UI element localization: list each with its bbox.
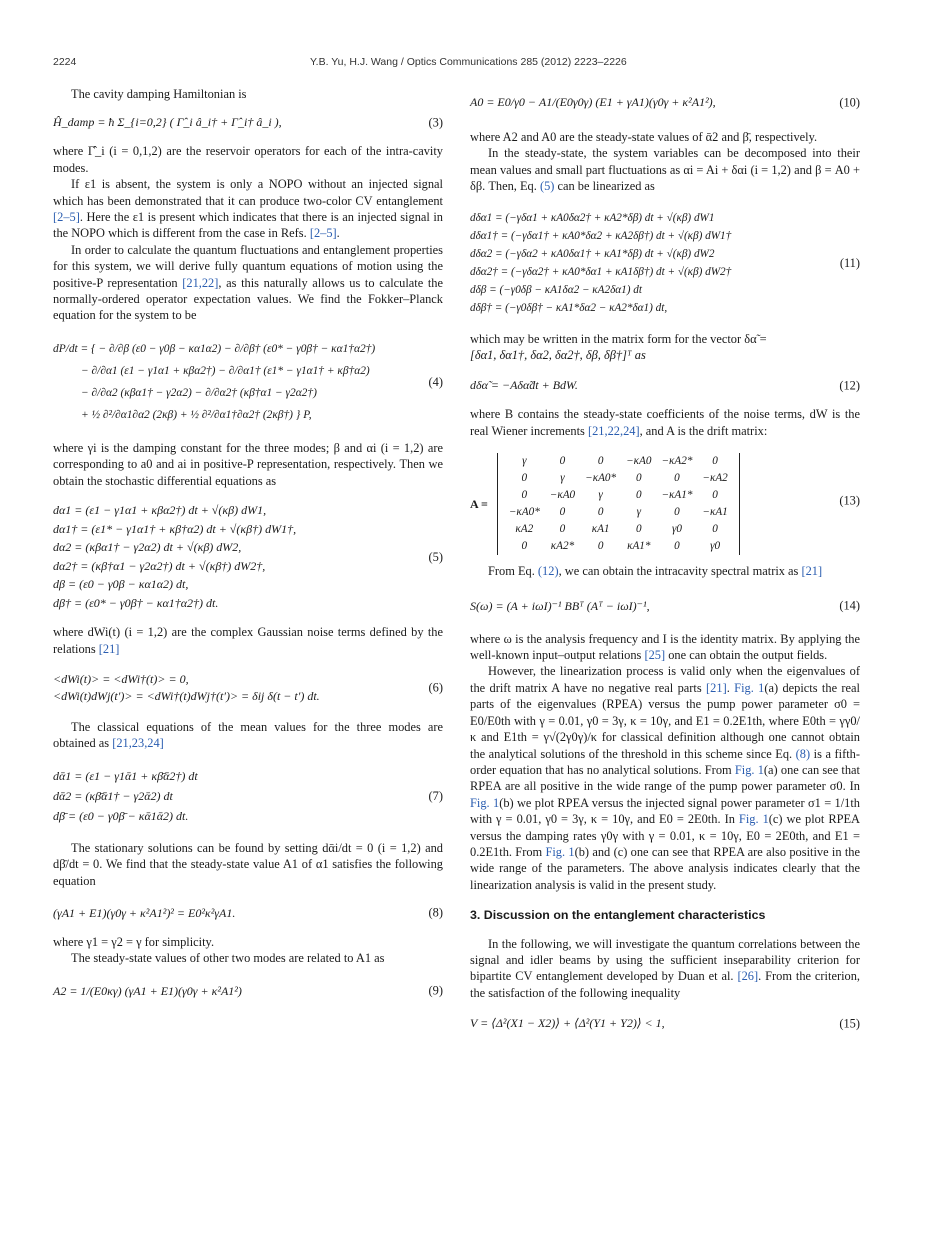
paragraph: where A2 and A0 are the steady-state values of ᾱ2 and β̄, respectively. [470,130,818,144]
figure-link[interactable]: Fig. 1 [545,844,575,859]
paragraph: The stationary solutions can be found by setting dᾱi/dt = 0 (i = 1,2) and dβ̄/dt = 0. We find that the steady-state value A1 of α1 satisfies the following equation [53,840,443,888]
equation-11 [470,209,860,317]
paragraph: In order to calculate the quantum fluctuations and entanglement properties for this system, we will derive fully quantum equations of motion using the positive-P representation [21,22], as this naturally allows us to calculate the normally-ordered operator expectation values. We find the Fokker–Planck equation for the system to be [53,242,443,323]
matrix-cell: γ [522,455,527,468]
equation-number: (8) [428,905,443,920]
matrix-cell: −κA1* [661,489,693,502]
matrix-label: A = [470,496,488,511]
matrix-row [504,470,733,487]
matrix-cell: κA1 [591,523,610,536]
equation-text: A2 = 1/(E0κγ) (γA1 + E1)(γ0γ + κ²A1²) [53,983,242,998]
matrix-cell: −κA2* [661,455,693,468]
vector-definition: [δα1, δα1†, δα2, δα2†, δβ, δβ†]ᵀ as [470,348,646,363]
equation-number: (11) [839,255,860,270]
matrix-cell: 0 [635,472,642,485]
matrix-cell: 0 [521,489,528,502]
equation-line: dδβ† = (−γ0δβ† − κA1*δα2 − κA2*δα1) dt, [470,301,668,314]
matrix-cell: 0 [521,540,528,553]
equation-4 [53,338,443,426]
equation-text: dδα̃ = −Aδα̃dt + BdW. [470,378,578,393]
paragraph: In the steady-state, the system variables can be decomposed into their mean values and small part fluctuations as αi = Ai + δαi (i = 1,2) and β = A0 + δβ. Then, Eq. (5) can be linearized as [470,146,860,194]
equation-3 [53,114,443,131]
matrix-cell: 0 [674,540,680,553]
matrix-cell: 0 [674,472,680,485]
equation-number: (14) [839,598,860,613]
matrix-cell: −κA0* [508,506,540,519]
paragraph: where γ1 = γ2 = γ for simplicity. [53,934,215,949]
matrix-cell: 0 [635,523,642,536]
equation-number: (6) [428,680,443,695]
matrix-cell: 0 [597,455,604,468]
paragraph: where dWi(t) (i = 1,2) are the complex Gaussian noise terms defined by the relations [21] [53,625,443,656]
equation-line: <dWi(t)dWj(t′)> = <dWi†(t)dWj†(t′)> = δij δ(t − t′) dt. [53,688,320,703]
citation-link[interactable]: [21,23,24] [112,736,164,751]
matrix-cell: 0 [559,506,566,519]
matrix-cell: 0 [559,455,566,468]
matrix-cell: 0 [559,523,566,536]
equation-text: (γA1 + E1)(γ0γ + κ²A1²)² = E0²κ²γA1. [53,905,236,920]
citation-link[interactable]: [2–5] [53,210,80,225]
matrix-cell: 0 [674,506,680,519]
equation-line: dβ = (ε0 − γ0β − κα1α2) dt, [53,577,189,592]
equation-12 [470,377,860,394]
matrix-cell: 0 [597,540,604,553]
equation-14 [470,598,860,615]
paragraph: If ε1 is absent, the system is only a NOPO without an injected signal which has been demonstrated that it can produce two-color CV entanglement [2–5]. Here the ε1 is present which indicates that there is an injected signal in the NOPO which is different from the case in Refs. [2–5]. [53,177,443,241]
matrix-cell: κA2 [515,523,534,536]
citation-link[interactable]: [25] [644,648,666,663]
matrix-cell: −κA0* [585,472,617,485]
equation-line: dδα1 = (−γδα1 + κA0δα2† + κA2*δβ) dt + √(κβ) dW1 [470,211,715,224]
equation-line: dᾱ2 = (κβ̄ᾱ1† − γ2ᾱ2) dt [53,788,173,803]
figure-link[interactable]: Fig. 1 [738,812,769,827]
paragraph: The steady-state values of other two modes are related to A1 as [71,951,385,966]
citation-link[interactable]: [21] [98,641,120,656]
matrix-cell: 0 [521,472,528,485]
equation-number: (9) [428,983,443,998]
matrix-cell: 0 [712,523,718,536]
citation-link[interactable]: (12) [537,564,559,579]
equation-6 [53,671,443,705]
citation-link[interactable]: [21,22] [182,275,219,290]
citation-link[interactable]: (5) [539,179,555,194]
equation-line: dβ† = (ε0* − γ0β† − κα1†α2†) dt. [53,595,219,610]
equation-text: A0 = E0/γ0 − A1/(E0γ0γ) (E1 + γA1)(γ0γ + κ²A1²), [470,95,716,109]
figure-link[interactable]: Fig. 1 [734,762,764,777]
equation-15 [470,1015,860,1032]
matrix-row [504,521,733,538]
citation-link[interactable]: [21] [801,564,823,579]
equation-line: − ∂/∂α1 (ε1 − γ1α1 + κβα2†) − ∂/∂α1† (ε1* − γ1α1† + κβ†α2) [81,364,370,377]
paragraph: where ω is the analysis frequency and I is the identity matrix. By applying the well-known input–output relations [25] one can obtain the output fields. [470,631,860,663]
matrix-row [504,504,733,521]
equation-line: dδβ = (−γ0δβ − κA1δα2 − κA2δα1) dt [470,283,642,296]
citation-link[interactable]: (8) [795,746,811,761]
equation-text: Ĥ_damp = ħ Σ_{i=0,2} ( Γ̂_i â_i† + Γ̂_i† â_i ), [53,115,282,130]
page-number: 2224 [53,56,77,68]
paragraph: The cavity damping Hamiltonian is [71,87,247,101]
equation-line: dP/dt = { − ∂/∂β (ε0 − γ0β − κα1α2) − ∂/∂β† (ε0* − γ0β† − κα1†α2†) [53,342,376,355]
equation-number: (7) [428,788,443,803]
paragraph: From Eq. (12), we can obtain the intracavity spectral matrix as [21] [488,564,823,579]
matrix-cell: κA1* [627,540,651,553]
drift-matrix [497,453,740,555]
equation-number: (5) [428,549,443,564]
paragraph: where γi is the damping constant for the three modes; β and αi (i = 1,2) are corresponding to a0 and ai in positive-P representation, respectively. Then we obtain the stochastic differential equations as [53,440,443,488]
figure-link[interactable]: Fig. 1 [470,795,500,810]
equation-number: (13) [839,493,860,508]
matrix-cell: −κA2 [702,472,728,485]
section-heading: 3. Discussion on the entanglement characteristics [470,908,766,923]
equation-line: dα1 = (ε1 − γ1α1 + κβα2†) dt + √(κβ) dW1, [53,503,267,518]
citation-link[interactable]: [21,22,24] [587,423,640,438]
matrix-row [504,487,733,504]
paragraph: In the following, we will investigate the quantum correlations between the signal and idler beams by using the sufficient inseparability criterion for bipartite CV entanglement developed by Duan et al. [26]. From the criterion, the satisfaction of the following inequality [470,936,860,1000]
matrix-cell: 0 [712,455,718,468]
matrix-cell: −κA0 [549,489,576,502]
matrix-cell: γ0 [710,540,721,553]
matrix-cell: −κA0 [626,455,652,468]
equation-number: (10) [839,95,860,109]
matrix-cell: 0 [712,489,718,502]
equation-line: dα1† = (ε1* − γ1α1† + κβ†α2) dt + √(κβ†) dW1†, [53,521,297,536]
equation-line: + ½ ∂²/∂α1∂α2 (2κβ) + ½ ∂²/∂α1†∂α2† (2κβ†) } P, [81,408,312,421]
equation-line: dδα1† = (−γδα1† + κA0*δα2 + κA2δβ†) dt + √(κβ) dW1† [470,229,732,242]
matrix-cell: 0 [635,489,642,502]
matrix-cell: κA2* [550,540,575,553]
matrix-cell: −κA1 [702,506,728,519]
equation-text: V = ⟨Δ²(X1 − X2)⟩ + ⟨Δ²(Y1 + Y2)⟩ < 1, [470,1016,665,1031]
equation-line: dδα2 = (−γδα2 + κA0δα1† + κA1*δβ) dt + √(κβ) dW2 [470,247,715,260]
citation-link[interactable]: [2–5] [309,226,337,241]
equation-line: <dWi(t)> = <dWi†(t)> = 0, [53,671,189,686]
left-column [53,86,443,1010]
equation-8 [53,905,443,922]
equation-13 [470,453,860,553]
paragraph: where B contains the steady-state coefficients of the noise terms, dW is the real Wiener increments [21,22,24], and A is the drift matrix: [470,407,860,438]
equation-9 [53,983,443,1000]
equation-number: (4) [428,374,443,389]
equation-line: dα2† = (κβ†α1 − γ2α2†) dt + √(κβ†) dW2†, [53,558,266,573]
equation-line: dᾱ1 = (ε1 − γ1ᾱ1 + κβ̄ᾱ2†) dt [53,768,198,783]
equation-number: (15) [839,1016,860,1031]
equation-10 [470,94,860,111]
citation-link[interactable]: [26] [737,969,759,984]
right-column [470,86,860,1042]
matrix-cell: γ [636,506,641,519]
paragraph: which may be written in the matrix form for the vector δα̃ = [470,331,767,346]
equation-line: − ∂/∂α2 (κβα1† − γ2α2) − ∂/∂α2† (κβ†α1 − γ2α2†) [81,386,317,399]
paragraph: However, the linearization process is valid only when the eigenvalues of the drift matrix A have no negative real parts [21]. Fig. 1(a) depicts the real parts of the eigenvalues (RPEA) versus the pump power parameter σ0 = E0/E0th with γ = 0.01, γ0 = 3γ, κ = 10γ, and E1 = 0.2E1th, where E0th = γγ0/κ and E1th = γ√(2γ0γ)/κ for classical definition although one cannot obtain the analytical solutions of the threshold in this scheme since Eq. (8) is a fifth-order equation that has no analytical solutions. From Fig. 1(a) one can see that RPEA are all positive in the wide range of the pump power parameter σ0. In Fig. 1(b) we plot RPEA versus the injected signal power parameter σ1 = 1/1th with γ = 0.01, γ0 = 3γ, κ = 10γ, and E0 = 2E0th. In Fig. 1(c) we plot RPEA versus the damping rates γ0γ with γ = 0.01, κ = 10γ, E0 = 2E0th, and E1 = 0.2E1th. From Fig. 1(b) and (c) one can see that RPEA are also positive in the wide range of the parameters. The above analysis indicates clearly that the linearization analysis is valid in the present study. [470,664,860,892]
matrix-cell: γ [598,489,603,502]
matrix-row [504,453,733,470]
paragraph: The classical equations of the mean values for the three modes are obtained as [21,23,24] [53,719,443,751]
equation-line: dα2 = (κβα1† − γ2α2) dt + √(κβ) dW2, [53,540,242,555]
citation-link[interactable]: [21] [706,680,727,695]
matrix-cell: γ [560,472,565,485]
matrix-row [504,538,733,555]
matrix-cell: 0 [597,506,604,519]
paragraph: where Γ̂_i (i = 0,1,2) are the reservoir operators for each of the intra-cavity modes. [53,144,443,175]
equation-line: dδα2† = (−γδα2† + κA0*δα1 + κA1δβ†) dt + √(κβ) dW2† [470,265,732,278]
equation-line: dβ̄ = (ε0 − γ0β̄ − κᾱ1ᾱ2) dt. [53,808,189,823]
figure-link[interactable]: Fig. 1 [734,680,765,695]
equation-text: S(ω) = (A + iωI)⁻¹ BBᵀ (Aᵀ − iωI)⁻¹, [470,598,650,613]
equation-7 [53,766,443,826]
equation-5 [53,501,443,612]
running-title: Y.B. Yu, H.J. Wang / Optics Communications 285 (2012) 2223–2226 [310,56,627,68]
equation-number: (12) [839,378,860,393]
equation-number: (3) [428,115,443,130]
matrix-cell: γ0 [671,523,682,536]
